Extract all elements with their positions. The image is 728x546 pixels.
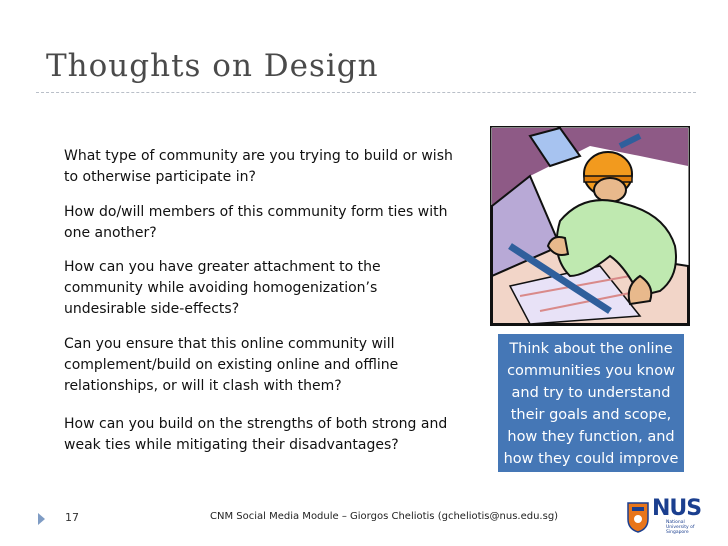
footer-text: CNM Social Media Module – Giorgos Cheliotis (gcheliotis@nus.edu.sg) bbox=[210, 511, 559, 522]
nus-crest-icon bbox=[626, 501, 650, 533]
question-3: How can you have greater attachment to the community while avoiding homogenization’s undesirable side-effects? bbox=[64, 259, 381, 317]
tip-box: Think about the online communities you know and try to understand their goals and scope, how they function, and how they could improve bbox=[498, 334, 684, 472]
nus-logo bbox=[626, 496, 702, 540]
logo-subtext: National University of Singapore bbox=[666, 520, 695, 535]
title-divider bbox=[36, 92, 696, 93]
architect-drafting-clipart bbox=[490, 126, 690, 326]
logo-text: NUS bbox=[652, 496, 702, 521]
question-4: Can you ensure that this online community will complement/build on existing online and offline relationships, or will it clash with them? bbox=[64, 336, 399, 394]
slide-title: Thoughts on Design bbox=[46, 48, 379, 84]
question-5: How can you build on the strengths of both strong and weak ties while mitigating their disadvantages? bbox=[64, 416, 448, 453]
page-number: 17 bbox=[65, 511, 79, 524]
footer-arrow-icon bbox=[38, 513, 45, 525]
question-1: What type of community are you trying to build or wish to otherwise participate in? bbox=[64, 148, 453, 185]
question-2: How do/will members of this community form ties with one another? bbox=[64, 204, 448, 241]
